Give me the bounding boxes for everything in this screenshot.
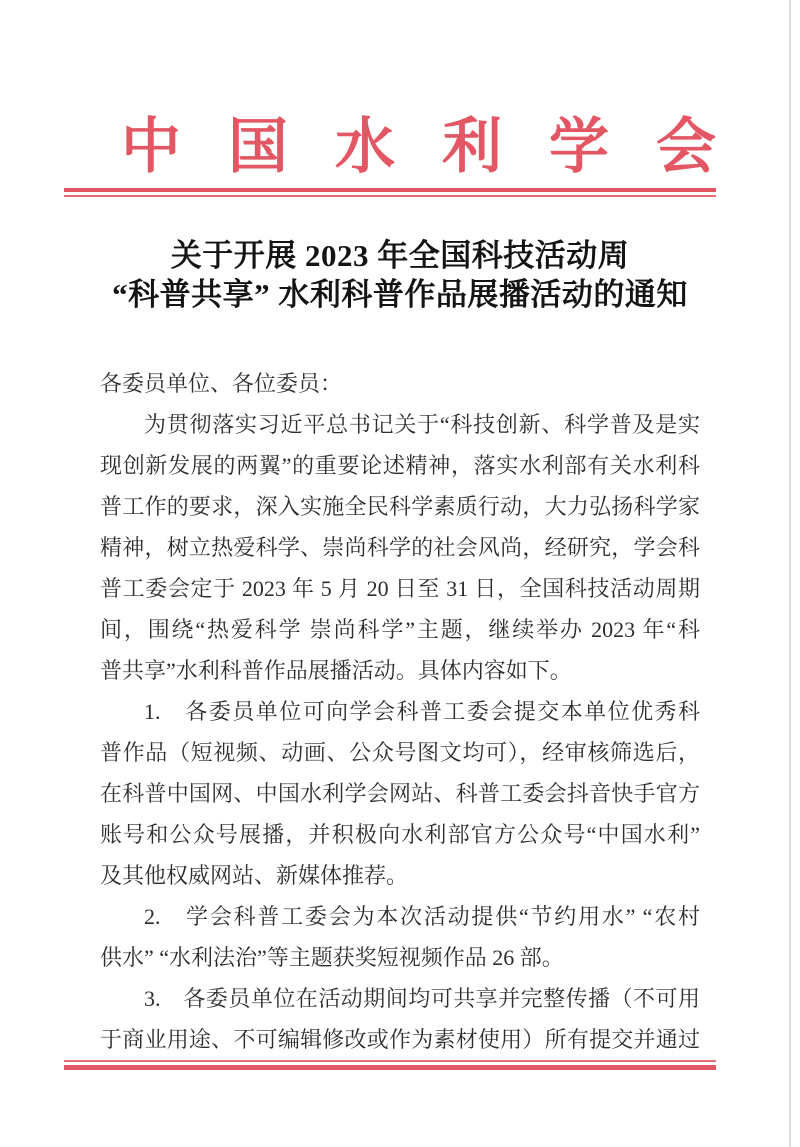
notice-title-line-2: “科普共享” 水利科普作品展播活动的通知 — [112, 277, 688, 312]
body-line: 在科普中国网、中国水利学会网站、科普工委会抖音快手官方 — [100, 781, 700, 806]
body-line: 普工委会定于 2023 年 5 月 20 日至 31 日，全国科技活动周期 — [100, 576, 700, 601]
body-line: 账号和公众号展播，并积极向水利部官方公众号“中国水利” — [100, 822, 700, 847]
header-rule-thin — [64, 195, 716, 197]
body-line: 2. 学会科普工委会为本次活动提供“节约用水” “农村 — [144, 904, 700, 929]
body-line: 3. 各委员单位在活动期间均可共享并完整传播（不可用 — [144, 986, 700, 1011]
body-line: 各委员单位、各位委员： — [100, 371, 343, 396]
notice-title — [0, 236, 800, 314]
body-line: 现创新发展的两翼”的重要论述精神，落实水利部有关水利科 — [100, 453, 700, 478]
body-line: 间，围绕“热爱科学 崇尚科学”主题，继续举办 2023 年“科 — [100, 617, 700, 642]
body-line: 于商业用途、不可编辑修改或作为素材使用）所有提交并通过 — [100, 1027, 700, 1052]
paragraph — [100, 363, 700, 404]
body-line: 供水” “水利法治”等主题获奖短视频作品 26 部。 — [100, 945, 564, 970]
letterhead-org-name: 中国水利学会 — [121, 114, 763, 180]
scan-edge-artifact — [789, 0, 791, 1147]
body-line: 普共享”水利科普作品展播活动。具体内容如下。 — [100, 658, 572, 683]
footer-rule-thick — [64, 1065, 716, 1070]
footer-rule-thin — [64, 1060, 716, 1062]
body-line: 精神，树立热爱科学、崇尚科学的社会风尚，经研究，学会科 — [100, 535, 700, 560]
paragraph — [100, 978, 700, 1060]
header-rule-thick — [64, 188, 716, 192]
body-line: 为贯彻落实习近平总书记关于“科技创新、科学普及是实 — [144, 412, 700, 437]
notice-title-line-1: 关于开展 2023 年全国科技活动周 — [170, 238, 630, 273]
paragraph — [100, 691, 700, 896]
body-line: 普工作的要求，深入实施全民科学素质行动，大力弘扬科学家 — [100, 494, 700, 519]
paragraph — [100, 896, 700, 978]
body-line: 普作品（短视频、动画、公众号图文均可），经审核筛选后， — [100, 740, 700, 765]
body-line: 及其他权威网站、新媒体推荐。 — [100, 863, 409, 888]
body-line: 1. 各委员单位可向学会科普工委会提交本单位优秀科 — [144, 699, 700, 724]
body-text — [100, 363, 700, 1060]
paragraph — [100, 404, 700, 691]
